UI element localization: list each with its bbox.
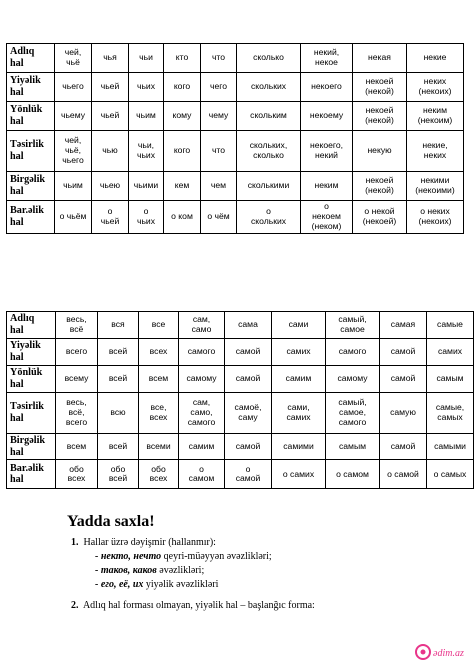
table-cell: некие, неких [407,131,464,172]
case-label: Birgəlik hal [7,434,56,460]
table-cell: о чьей [92,201,129,234]
table-row [7,131,464,172]
logo-text: ədim.az [433,648,464,659]
table-cell: чьему [55,102,92,131]
table-cell: о самой [225,460,272,489]
note-1-sub-1-desc: qeyri-müəyyən əvəzlikləri; [161,551,272,562]
note-1-sub-1 [95,551,272,562]
note-1-number: 1. [71,537,79,548]
table-cell: неким (некоим) [407,102,464,131]
table-cell: самой [225,434,272,460]
table-cell: некими (некоими) [407,172,464,201]
table-cell: кому [164,102,201,131]
table-cell: о самом [326,460,380,489]
table-cell: самих [427,339,474,366]
table-cell: сами [272,312,326,339]
table-cell: самым [326,434,380,460]
table-cell: самим [272,366,326,393]
table-cell: всего [56,339,98,366]
table-cell: самая [380,312,427,339]
table-cell: некую [353,131,407,172]
case-label: Adlıq hal [7,44,55,73]
case-label: Adlıq hal [7,312,56,339]
note-1-sub-3 [95,579,218,590]
table-cell: чьи, чьих [129,131,164,172]
table-cell: чьею [92,172,129,201]
table-cell: обо всей [98,460,139,489]
remember-title: Yadda saxla! [67,513,155,530]
table-cell: чей, чьё, чьего [55,131,92,172]
table-cell: сколько [237,44,301,73]
note-1-sub-3-term: - его, её, их [95,579,144,590]
table-cell: самым [427,366,474,393]
table-cell: чью [92,131,129,172]
table-cell: всему [56,366,98,393]
table-row [7,434,474,460]
table-cell: о чьих [129,201,164,234]
table-cell: чьей [92,102,129,131]
table-row [7,366,474,393]
table-row [7,339,474,366]
table-cell: всей [98,434,139,460]
table-cell: о некой (некоей) [353,201,407,234]
table-cell: о скольких [237,201,301,234]
table-cell: весь, всё [56,312,98,339]
case-label: Təsirlik hal [7,393,56,434]
table-cell: неких (некоих) [407,73,464,102]
table-cell: всеми [139,434,179,460]
table-cell: кого [164,73,201,102]
table-cell: некоей (некой) [353,73,407,102]
note-2 [71,600,315,611]
table-cell: всем [139,366,179,393]
table-row [7,201,464,234]
table-cell: самому [326,366,380,393]
table-cell: самой [380,339,427,366]
table-cell: чьей [92,73,129,102]
table-cell: кто [164,44,201,73]
table-cell: о самых [427,460,474,489]
table-cell: обо всех [139,460,179,489]
table-cell: сама [225,312,272,339]
table-cell: самые, самых [427,393,474,434]
table-cell: самую [380,393,427,434]
case-label: Yiyəlik hal [7,73,55,102]
table-cell: некоего [301,73,353,102]
note-2-number: 2. [71,600,79,611]
table-cell: сами, самих [272,393,326,434]
case-label: Yiyəlik hal [7,339,56,366]
table-cell: о самих [272,460,326,489]
table-cell: самого [326,339,380,366]
table-cell: самыми [427,434,474,460]
table-cell: всю [98,393,139,434]
table-cell: кем [164,172,201,201]
table-cell: о чьём [55,201,92,234]
table-cell: сам, само [179,312,225,339]
table-cell: о чём [201,201,237,234]
note-2-text: Adlıq hal forması olmayan, yiyəlik hal – başlanğıc forma: [82,600,315,611]
table-cell: что [201,44,237,73]
table-cell: всей [98,366,139,393]
table-cell: вся [98,312,139,339]
table-cell: самого [179,339,225,366]
table-cell: чей, чьё [55,44,92,73]
case-label: Yönlük hal [7,102,55,131]
table-row [7,73,464,102]
table-cell: чьих [129,73,164,102]
table-cell: некоего, некий [301,131,353,172]
table-cell: самим [179,434,225,460]
case-label: Bar.əlik hal [7,201,55,234]
table-cell: все, всех [139,393,179,434]
table-cell: чего [201,73,237,102]
table-cell: чем [201,172,237,201]
table-cell: самими [272,434,326,460]
table-cell: самоё, саму [225,393,272,434]
pronoun-table-2 [6,311,474,489]
table-cell: кого [164,131,201,172]
table-row [7,102,464,131]
table-cell: некие [407,44,464,73]
table-cell: некая [353,44,407,73]
table-cell: чья [92,44,129,73]
note-1-sub-2-term: - таков, каков [95,565,157,576]
table-cell: сам, само, самого [179,393,225,434]
table-cell: чьими [129,172,164,201]
site-logo [414,638,470,666]
case-label: Yönlük hal [7,366,56,393]
table-cell: некоей (некой) [353,102,407,131]
table-cell: самый, самое, самого [326,393,380,434]
case-label: Bar.əlik hal [7,460,56,489]
table-cell: самый, самое [326,312,380,339]
table-cell: о ком [164,201,201,234]
table-row [7,44,464,73]
note-1-sub-2 [95,565,204,576]
table-cell: всех [139,339,179,366]
table-cell: всем [56,434,98,460]
table-cell: самой [225,339,272,366]
table-cell: некоей (некой) [353,172,407,201]
note-1-sub-1-term: - некто, нечто [95,551,162,562]
table-cell: чьим [129,102,164,131]
table-cell: некий, некое [301,44,353,73]
table-cell: о некоем (неком) [301,201,353,234]
table-cell: чьего [55,73,92,102]
table-cell: о неких (некоих) [407,201,464,234]
table-row [7,460,474,489]
case-label: Təsirlik hal [7,131,55,172]
table-cell: весь, всё, всего [56,393,98,434]
table-cell: скольким [237,102,301,131]
table-cell: скольких [237,73,301,102]
table-row [7,312,474,339]
table-cell: чему [201,102,237,131]
table-cell: сколькими [237,172,301,201]
table-cell: самые [427,312,474,339]
table-cell: самой [380,366,427,393]
table-cell: скольких, сколько [237,131,301,172]
table-cell: самой [225,366,272,393]
table-cell: о самой [380,460,427,489]
note-1-text: Hallar üzrə dəyişmir (hallanmır): [83,537,216,548]
table-cell: что [201,131,237,172]
note-1-sub-3-desc: yiyəlik əvəzlikləri [143,579,219,590]
table-cell: о самом [179,460,225,489]
table-row [7,172,464,201]
pronoun-table-1 [6,43,464,234]
note-1 [71,537,216,548]
table-cell: всей [98,339,139,366]
table-cell: самой [380,434,427,460]
table-cell: неким [301,172,353,201]
case-label: Birgəlik hal [7,172,55,201]
table-cell: самих [272,339,326,366]
table-cell: чьи [129,44,164,73]
table-cell: чьим [55,172,92,201]
table-cell: обо всех [56,460,98,489]
note-1-sub-2-desc: əvəzlikləri; [156,565,205,576]
table-cell: все [139,312,179,339]
table-cell: самому [179,366,225,393]
table-cell: некоему [301,102,353,131]
table-row [7,393,474,434]
